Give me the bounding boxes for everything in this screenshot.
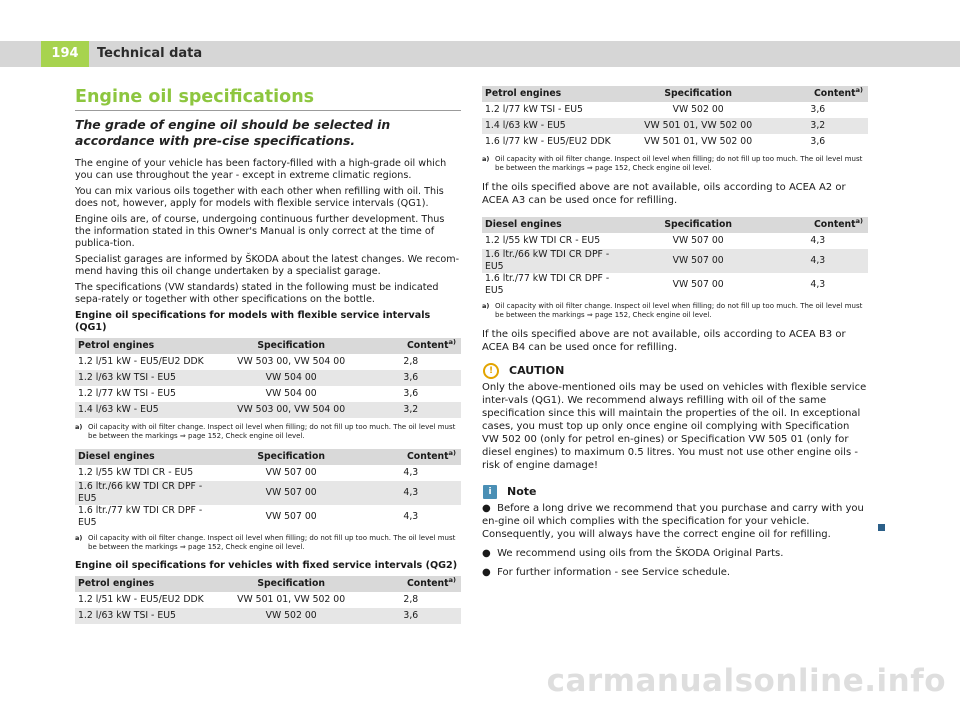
table-row: 1.2 l/63 kW TSI - EU5 VW 502 00 3,6 xyxy=(75,608,461,624)
column-header: Petrol engines xyxy=(75,576,222,592)
left-column xyxy=(75,86,461,624)
paragraph: Engine oils are, of course, undergoing continuous further development. Thus the information stated in this Owner's Manual is only correct at the time of publica-tion. xyxy=(75,214,445,249)
column-header: Content$^{a)}$ xyxy=(768,86,868,102)
note-box xyxy=(482,484,868,579)
qg2-diesel-table xyxy=(482,217,868,297)
footnote: a) Oil capacity with oil filter change. Inspect oil level when filling; do not fill up too much. The oil level must be between the markings ⇒ page 152, Check engine oil level. xyxy=(75,423,456,440)
caution-heading xyxy=(482,363,868,379)
note-icon: i xyxy=(483,485,497,499)
qg2-petrol-table xyxy=(75,576,461,624)
table-row: 1.2 l/55 kW TDI CR - EU5 VW 507 00 4,3 xyxy=(485,235,826,246)
acea-diesel-text: If the oils specified above are not available, oils according to ACEA B3 or ACEA B4 can be used once for refilling. xyxy=(482,329,846,353)
section-heading-qg1: Engine oil specifications for models with flexible service intervals (QG1) xyxy=(75,310,431,333)
column-header: Specification xyxy=(222,449,361,465)
note-list xyxy=(482,502,868,579)
column-header: Content$^{a)}$ xyxy=(361,338,461,354)
table-row: 1.6 ltr./66 kW TDI CR DPF - EU5 VW 507 00 4,3 xyxy=(482,249,868,273)
note-heading xyxy=(482,484,868,500)
column-header: Diesel engines xyxy=(482,217,629,233)
paragraph: Specialist garages are informed by ŠKODA about the latest changes. We recom-mend having this oil change undertaken by a specialist garage. xyxy=(75,254,460,277)
table-row: 1.6 l/77 kW - EU5/EU2 DDK VW 501 01, VW 502 00 3,6 xyxy=(485,136,826,147)
table-header-row xyxy=(75,449,461,465)
table-row: 1.2 l/77 kW TSI - EU5 VW 504 00 3,6 xyxy=(78,388,419,399)
column-header: Content$^{a)}$ xyxy=(768,217,868,233)
qg1-petrol-table xyxy=(75,338,461,418)
column-header: Specification xyxy=(222,338,361,354)
table-header-row xyxy=(482,86,868,102)
note-title: Note xyxy=(507,485,537,498)
page-title: Engine oil specifications xyxy=(75,86,461,111)
page-number: 194 xyxy=(41,41,89,67)
table-row: 1.6 ltr./66 kW TDI CR DPF - EU5 VW 507 00 4,3 xyxy=(75,481,461,505)
table-row: 1.4 l/63 kW - EU5 VW 503 00, VW 504 00 3,2 xyxy=(75,402,461,418)
header-title: Technical data xyxy=(97,46,203,61)
paragraph: You can mix various oils together with each other when refilling with oil. This does not, however, apply for models with flexible service intervals (QG1). xyxy=(75,186,444,209)
table-row: 1.2 l/51 kW - EU5/EU2 DDK VW 503 00, VW 504 00 2,8 xyxy=(78,356,419,367)
table-row: 1.4 l/63 kW - EU5 VW 501 01, VW 502 00 3,2 xyxy=(482,118,868,134)
watermark: carmanualsonline.info xyxy=(546,663,946,699)
table-row: 1.2 l/51 kW - EU5/EU2 DDK VW 501 01, VW 502 00 2,8 xyxy=(78,594,419,605)
table-row: 1.2 l/63 kW TSI - EU5 VW 504 00 3,6 xyxy=(75,370,461,386)
acea-petrol-text: If the oils specified above are not available, oils according to ACEA A2 or ACEA A3 can be used once for refilling. xyxy=(482,182,846,206)
paragraph: The engine of your vehicle has been factory-filled with a high-grade oil which you can use throughout the year - except in extreme climatic regions. xyxy=(75,158,447,181)
section-end-marker xyxy=(878,524,885,531)
footnote: a) Oil capacity with oil filter change. Inspect oil level when filling; do not fill up too much. The oil level must be between the markings ⇒ page 152, Check engine oil level. xyxy=(75,534,456,551)
section-heading-qg2: Engine oil specifications for vehicles with fixed service intervals (QG2) xyxy=(75,560,458,571)
list-item: ● Before a long drive we recommend that you purchase and carry with you en-gine oil which complies with the specification for your vehicle. Consequently, you will always have the correct engine oil for refilling. xyxy=(482,503,864,540)
caution-box xyxy=(482,363,868,472)
column-header: Diesel engines xyxy=(75,449,222,465)
column-header: Specification xyxy=(629,217,768,233)
table-row: 1.2 l/77 kW TSI - EU5 VW 502 00 3,6 xyxy=(485,104,826,115)
lead-text: The grade of engine oil should be selected in accordance with pre-cise specifications. xyxy=(75,117,391,148)
paragraph: The specifications (VW standards) stated in the following must be indicated sepa-rately or together with other specifications on the bottle. xyxy=(75,282,439,305)
list-item: ● For further information - see Service schedule. xyxy=(482,567,731,578)
list-item: ● We recommend using oils from the ŠKODA Original Parts. xyxy=(482,548,784,559)
table-header-row xyxy=(75,338,461,354)
column-header: Content$^{a)}$ xyxy=(361,576,461,592)
table-row: 1.6 ltr./77 kW TDI CR DPF - EU5 VW 507 00 4,3 xyxy=(78,505,419,528)
caution-icon: ! xyxy=(483,363,499,379)
column-header: Petrol engines xyxy=(482,86,629,102)
table-header-row xyxy=(75,576,461,592)
column-header: Content$^{a)}$ xyxy=(361,449,461,465)
right-column xyxy=(482,86,868,585)
column-header: Petrol engines xyxy=(75,338,222,354)
table-row: 1.2 l/55 kW TDI CR - EU5 VW 507 00 4,3 xyxy=(78,467,419,478)
column-header: Specification xyxy=(222,576,361,592)
column-header: Specification xyxy=(629,86,768,102)
caution-title: CAUTION xyxy=(509,364,565,377)
footnote: a) Oil capacity with oil filter change. Inspect oil level when filling; do not fill up too much. The oil level must be between the markings ⇒ page 152, Check engine oil level. xyxy=(482,155,863,172)
table-row: 1.6 ltr./77 kW TDI CR DPF - EU5 VW 507 00 4,3 xyxy=(485,273,826,296)
qg1-diesel-table xyxy=(75,449,461,529)
qg2-petrol-table-continued xyxy=(482,86,868,150)
footnote: a) Oil capacity with oil filter change. Inspect oil level when filling; do not fill up too much. The oil level must be between the markings ⇒ page 152, Check engine oil level. xyxy=(482,302,863,319)
table-header-row xyxy=(482,217,868,233)
caution-text: Only the above-mentioned oils may be used on vehicles with flexible service inter-vals (QG1). We recommend always refilling with oil of the same specification since this will maintain the properties of the oil. In exceptional cases, you must top up only once engine oil complying with Specification VW 502 00 (only for petrol en-gines) or Specification VW 505 01 (only for diesel engines) to maximum 0.5 litres. You must not use other engine oils - risk of engine damage! xyxy=(482,382,867,471)
